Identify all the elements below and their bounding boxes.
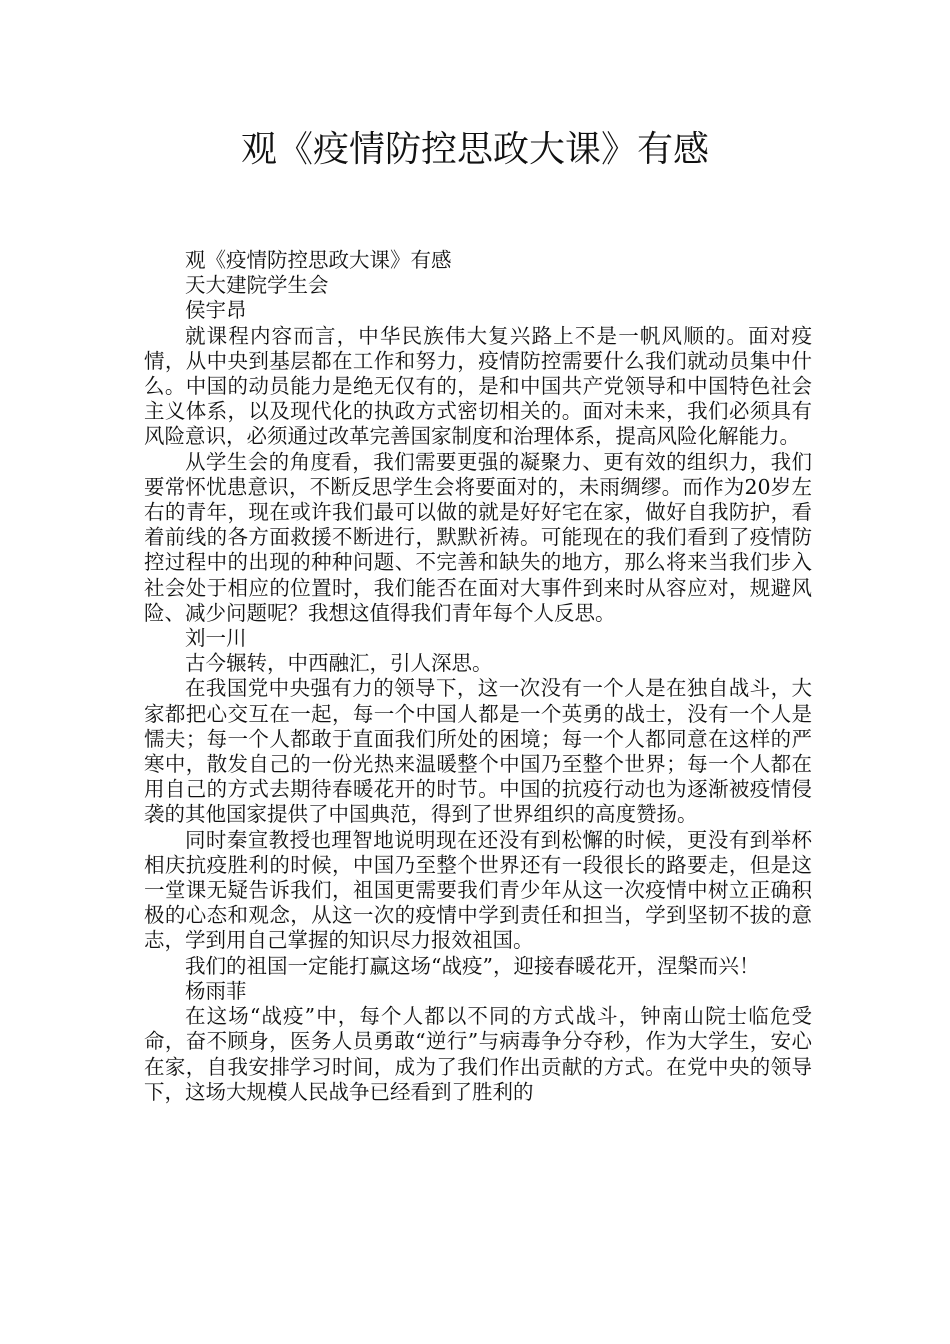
author-name: 侯宇昂 [185, 298, 247, 323]
body-paragraph: 天大建院学生会 [185, 273, 329, 298]
body-paragraph: 我们的祖国一定能打赢这场“战疫”，迎接春暖花开，涅槃而兴！ [185, 953, 760, 978]
body-paragraph: 同时秦宣教授也理智地说明现在还没有到松懈的时候，更没有到举杯相庆抗疫胜利的时候，中国乃至整个世界还有一段很长的路要走，但是这一堂课无疑告诉我们，祖国更需要我们青少年从这一次疫情中树立正确积极的心态和观念，从这一次的疫情中学到责任和担当，学到坚韧不拔的意志，学到用自己掌握的知识尽力报效祖国。 [144, 827, 812, 953]
body-paragraph: 古今辗转，中西融汇，引人深思。 [185, 651, 493, 676]
author-name: 刘一川 [185, 626, 247, 651]
body-paragraph: 就课程内容而言，中华民族伟大复兴路上不是一帆风顺的。面对疫情，从中央到基层都在工作和努力，疫情防控需要什么我们就动员集中什么。中国的动员能力是绝无仅有的，是和中国共产党领导和中国特色社会主义体系，以及现代化的执政方式密切相关的。面对未来，我们必须具有风险意识，必须通过改革完善国家制度和治理体系，提高风险化解能力。 [144, 323, 812, 449]
body-paragraph: 在我国党中央强有力的领导下，这一次没有一个人是在独自战斗，大家都把心交互在一起，每一个中国人都是一个英勇的战士，没有一个人是懦夫；每一个人都敢于直面我们所处的困境；每一个人都同意在这样的严寒中，散发自己的一份光热来温暖整个中国乃至整个世界；每一个人都在用自己的方式去期待春暖花开的时节。中国的抗疫行动也为逐渐被疫情侵袭的其他国家提供了中国典范，得到了世界组织的高度赞扬。 [144, 676, 812, 827]
document-body [144, 248, 812, 1105]
body-paragraph: 观《疫情防控思政大课》有感 [185, 248, 452, 272]
author-name: 杨雨菲 [185, 978, 247, 1003]
body-paragraph: 在这场“战疫”中，每个人都以不同的方式战斗，钟南山院士临危受命，奋不顾身，医务人员勇敢“逆行”与病毒争分夺秒，作为大学生，安心在家，自我安排学习时间，成为了我们作出贡献的方式。在党中央的领导下，这场大规模人民战争已经看到了胜利的 [144, 1004, 812, 1104]
document-title: 观《疫情防控思政大课》有感 [240, 129, 709, 170]
body-paragraph: 从学生会的角度看，我们需要更强的凝聚力、更有效的组织力，我们要常怀忧患意识，不断反思学生会将要面对的，未雨绸缪。而作为20岁左右的青年，现在或许我们最可以做的就是好好宅在家，做好自我防护，看着前线的各方面救援不断进行，默默祈祷。可能现在的我们看到了疫情防控过程中的出现的种种问题、不完善和缺失的地方，那么将来当我们步入社会处于相应的位置时，我们能否在面对大事件到来时从容应对，规避风险、减少问题呢？我想这值得我们青年每个人反思。 [144, 449, 812, 625]
